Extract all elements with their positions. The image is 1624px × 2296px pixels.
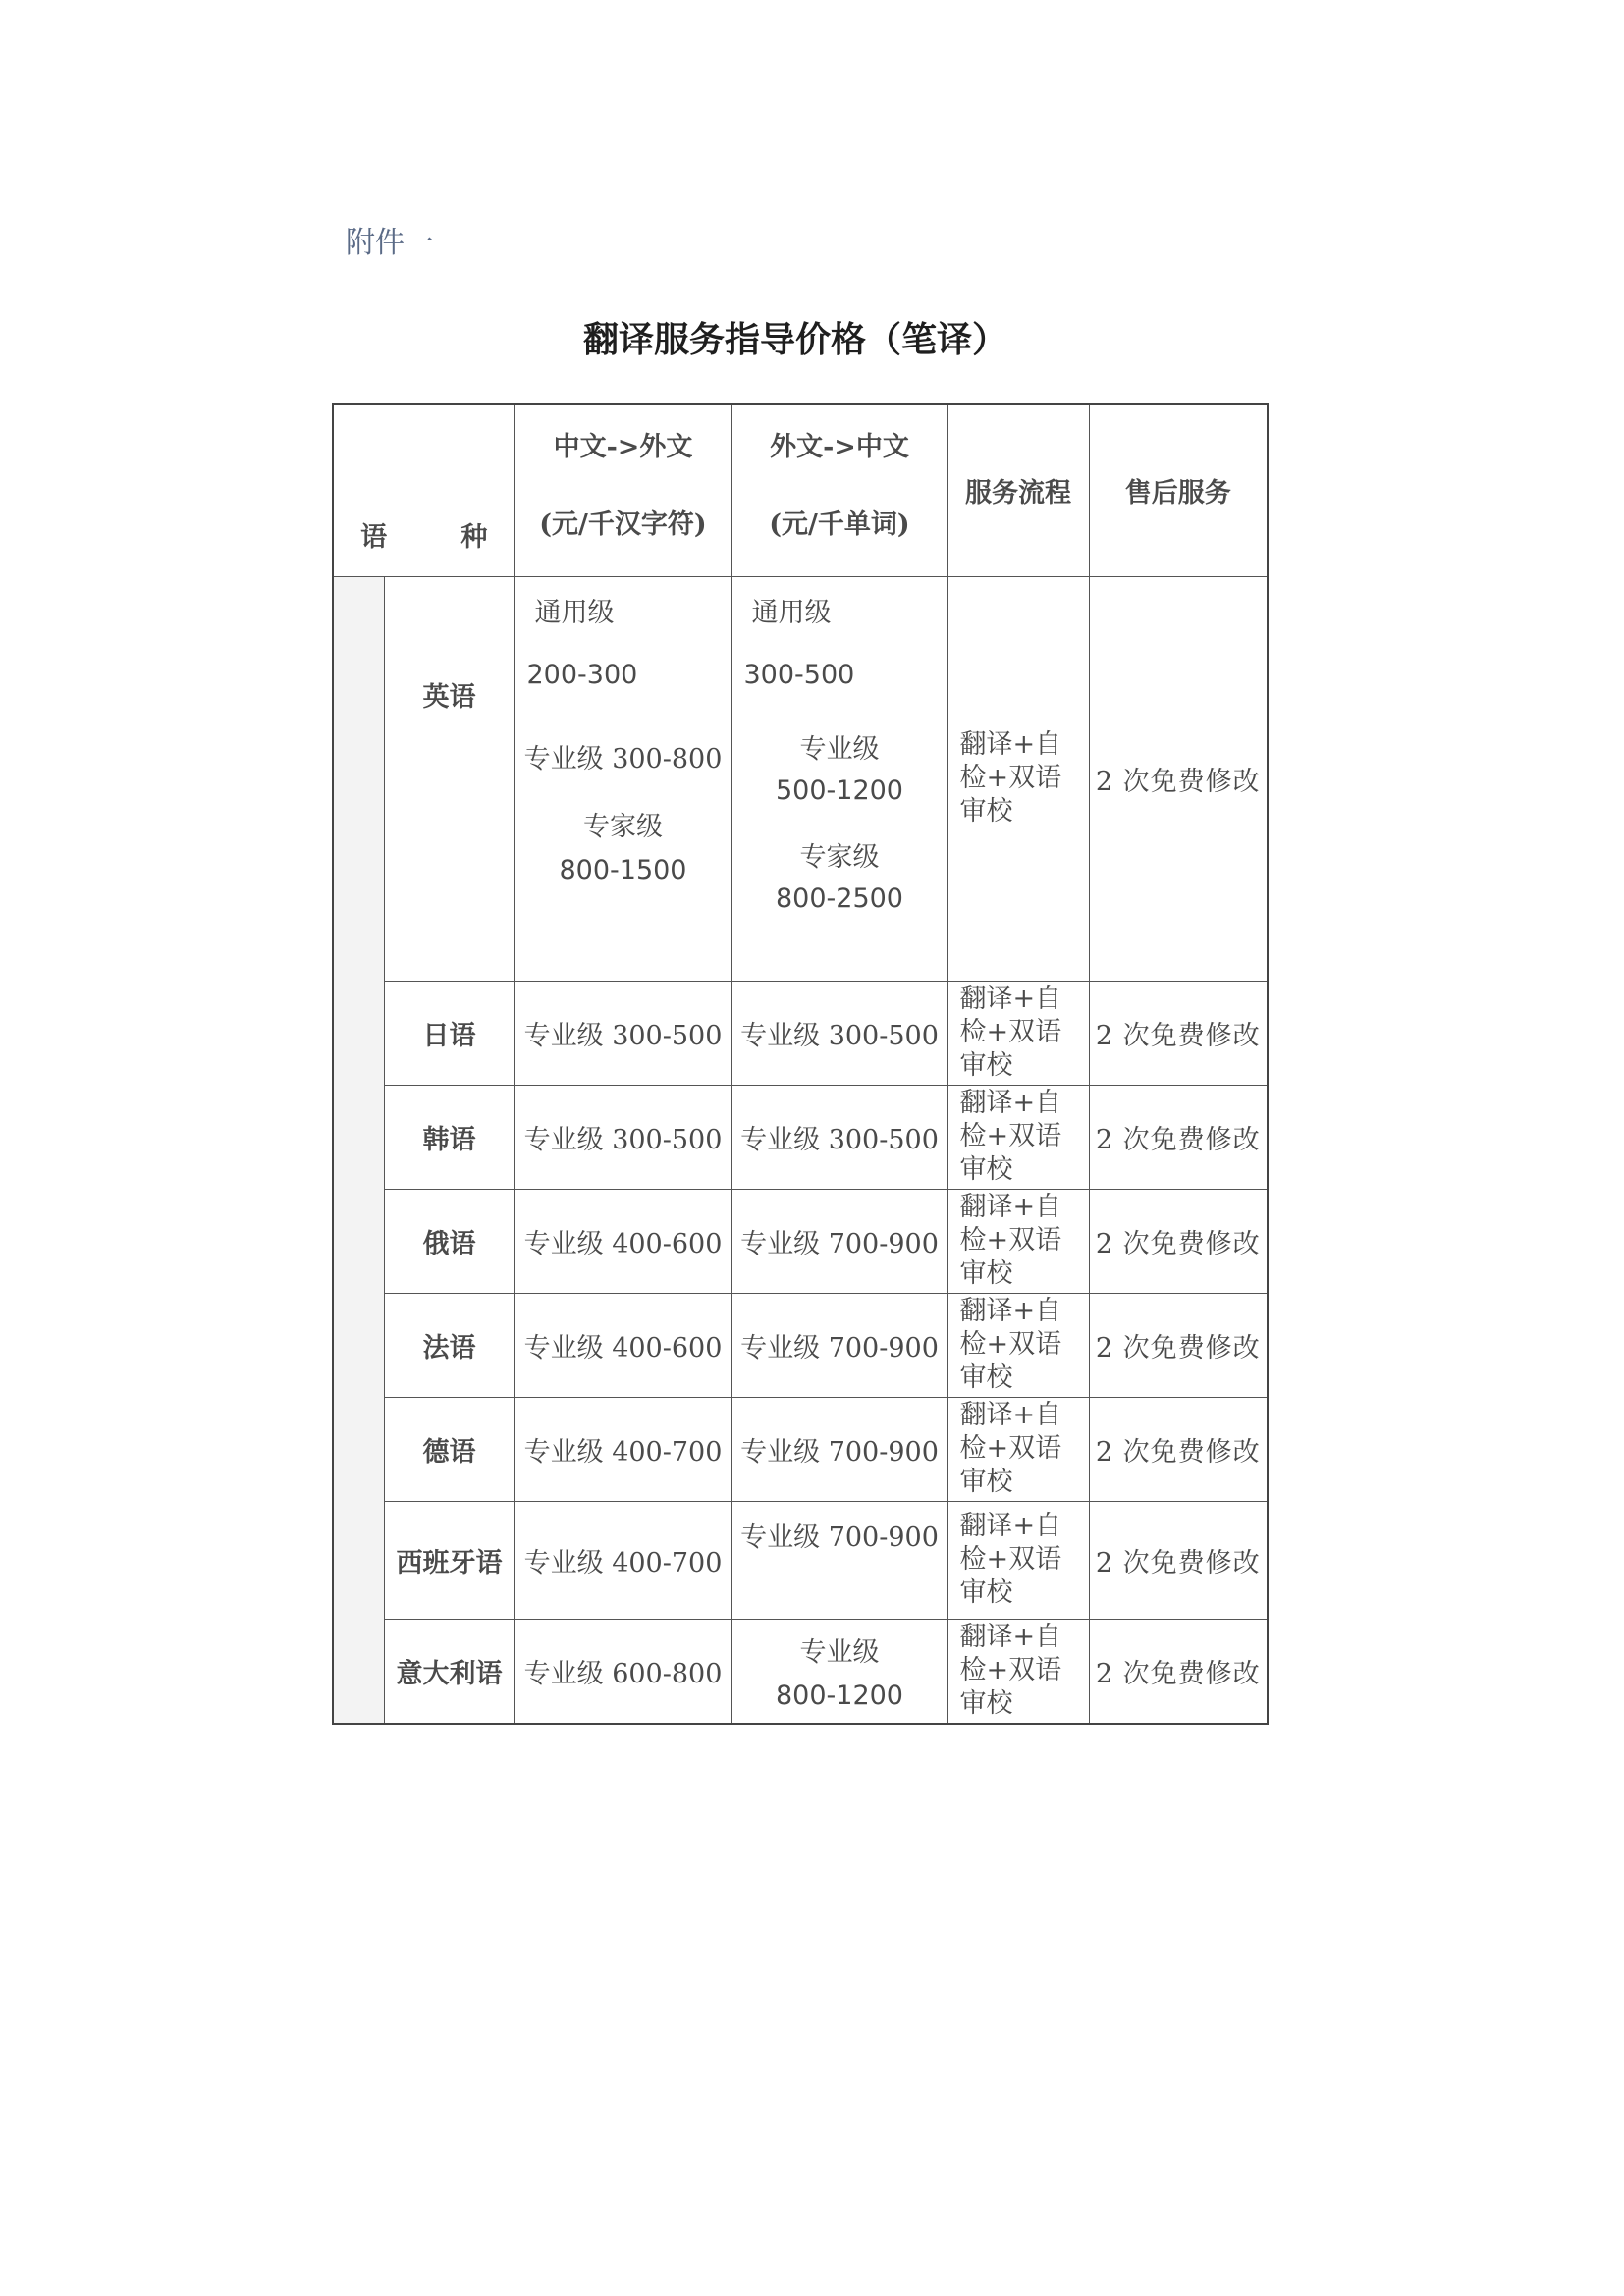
foreign-to-zh-cell [731,1619,947,1724]
service-flow-line: 审校 [959,1467,1013,1497]
english-fz-professional-price: 500-1200 [776,774,903,806]
service-flow-line: 检+双语 [959,763,1062,793]
language-cell: 德语 [384,1397,514,1501]
table-row-english [333,576,1268,981]
service-flow-cell [947,1085,1089,1189]
table-row-russian [333,1189,1268,1293]
header-foreign-to-zh-direction: 外文->中文 [770,432,909,462]
after-sales-cell: 2 次免费修改 [1089,1619,1268,1724]
language-cell: 西班牙语 [384,1501,514,1619]
table-row-french [333,1293,1268,1397]
language-cell: 韩语 [384,1085,514,1189]
zh-to-foreign-cell: 专业级 400-700 [514,1397,731,1501]
service-flow-line: 审校 [959,1050,1013,1081]
header-after-sales: 售后服务 [1089,404,1268,576]
english-zh-expert-price: 800-1500 [559,854,687,885]
service-flow-line: 审校 [959,1154,1013,1185]
english-zh-general-price: 200-300 [526,659,638,690]
service-flow-line: 检+双语 [959,1225,1062,1255]
attachment-label: 附件一 [346,226,434,260]
service-flow-cell [947,1189,1089,1293]
language-cell: 法语 [384,1293,514,1397]
zh-to-foreign-cell: 专业级 600-800 [514,1619,731,1724]
after-sales-cell: 2 次免费修改 [1089,1085,1268,1189]
table-row-japanese [333,981,1268,1085]
zh-to-foreign-cell: 专业级 400-600 [514,1189,731,1293]
english-fz-expert-price: 800-2500 [776,882,903,914]
service-flow-cell [947,1619,1089,1724]
service-flow-line: 审校 [959,1362,1013,1393]
header-foreign-to-zh-unit: (元/千单词) [769,509,910,540]
zh-to-foreign-cell: 专业级 400-700 [514,1501,731,1619]
service-flow-line: 审校 [959,1577,1013,1608]
english-fz-general-price: 300-500 [743,659,855,690]
language-cell: 意大利语 [384,1619,514,1724]
after-sales-cell: 2 次免费修改 [1089,1189,1268,1293]
english-fz-expert-label: 专家级 [799,841,880,873]
table-row-german [333,1397,1268,1501]
english-zh-professional: 专业级 300-800 [523,743,723,774]
service-flow-line: 检+双语 [959,1329,1062,1360]
service-flow-cell [947,1501,1089,1619]
zh-to-foreign-cell: 专业级 400-600 [514,1293,731,1397]
service-flow-cell [947,981,1089,1085]
header-zh-to-foreign-unit: (元/千汉字符) [539,509,707,540]
after-sales-cell: 2 次免费修改 [1089,576,1268,981]
service-flow-cell [947,1293,1089,1397]
after-sales-cell: 2 次免费修改 [1089,1293,1268,1397]
table-row-korean [333,1085,1268,1189]
header-row [333,404,1268,576]
table-row-italian [333,1619,1268,1724]
service-flow-line: 检+双语 [959,1433,1062,1464]
english-zh-to-foreign-cell [514,576,731,981]
service-flow-cell [947,576,1089,981]
document-title: 翻译服务指导价格（笔译） [582,319,1007,360]
italian-fz-price: 800-1200 [776,1681,903,1711]
service-flow-line: 翻译+自 [959,1192,1062,1222]
foreign-to-zh-cell: 专业级 700-900 [731,1293,947,1397]
header-foreign-to-zh [731,404,947,576]
english-fz-general-label: 通用级 [751,597,832,628]
header-zh-to-foreign-direction: 中文->外文 [553,432,693,462]
service-flow-line: 检+双语 [959,1121,1062,1151]
english-zh-general-label: 通用级 [534,597,615,628]
zh-to-foreign-cell: 专业级 300-500 [514,1085,731,1189]
service-flow-line: 检+双语 [959,1655,1062,1685]
service-flow-line: 检+双语 [959,1017,1062,1047]
italian-fz-label: 专业级 [799,1637,880,1668]
language-group-cell [333,576,384,1724]
header-service-flow: 服务流程 [947,404,1089,576]
after-sales-cell: 2 次免费修改 [1089,981,1268,1085]
table-row-spanish [333,1501,1268,1619]
foreign-to-zh-cell: 专业级 300-500 [731,981,947,1085]
service-flow-line: 翻译+自 [959,729,1062,760]
service-flow-line: 检+双语 [959,1544,1062,1575]
language-cell: 英语 [384,576,514,981]
after-sales-cell: 2 次免费修改 [1089,1397,1268,1501]
header-zh-to-foreign [514,404,731,576]
service-flow-line: 审校 [959,1258,1013,1289]
service-flow-line: 翻译+自 [959,1622,1062,1652]
service-flow-line: 翻译+自 [959,1400,1062,1430]
english-fz-professional-label: 专业级 [799,733,880,765]
service-flow-line: 翻译+自 [959,984,1062,1014]
service-flow-line: 审校 [959,1688,1013,1719]
language-cell: 俄语 [384,1189,514,1293]
service-flow-line: 翻译+自 [959,1088,1062,1118]
service-flow-cell [947,1397,1089,1501]
english-zh-expert-label: 专家级 [583,811,663,842]
service-flow-line: 翻译+自 [959,1296,1062,1326]
header-language: 语 种 [333,404,514,576]
foreign-to-zh-cell: 专业级 300-500 [731,1085,947,1189]
foreign-to-zh-cell: 专业级 700-900 [731,1189,947,1293]
foreign-to-zh-cell: 专业级 700-900 [731,1397,947,1501]
price-table [332,403,1269,1725]
service-flow-line: 翻译+自 [959,1511,1062,1541]
foreign-to-zh-cell: 专业级 700-900 [731,1501,947,1619]
zh-to-foreign-cell: 专业级 300-500 [514,981,731,1085]
english-foreign-to-zh-cell [731,576,947,981]
service-flow-line: 审校 [959,796,1013,827]
language-cell: 日语 [384,981,514,1085]
after-sales-cell: 2 次免费修改 [1089,1501,1268,1619]
